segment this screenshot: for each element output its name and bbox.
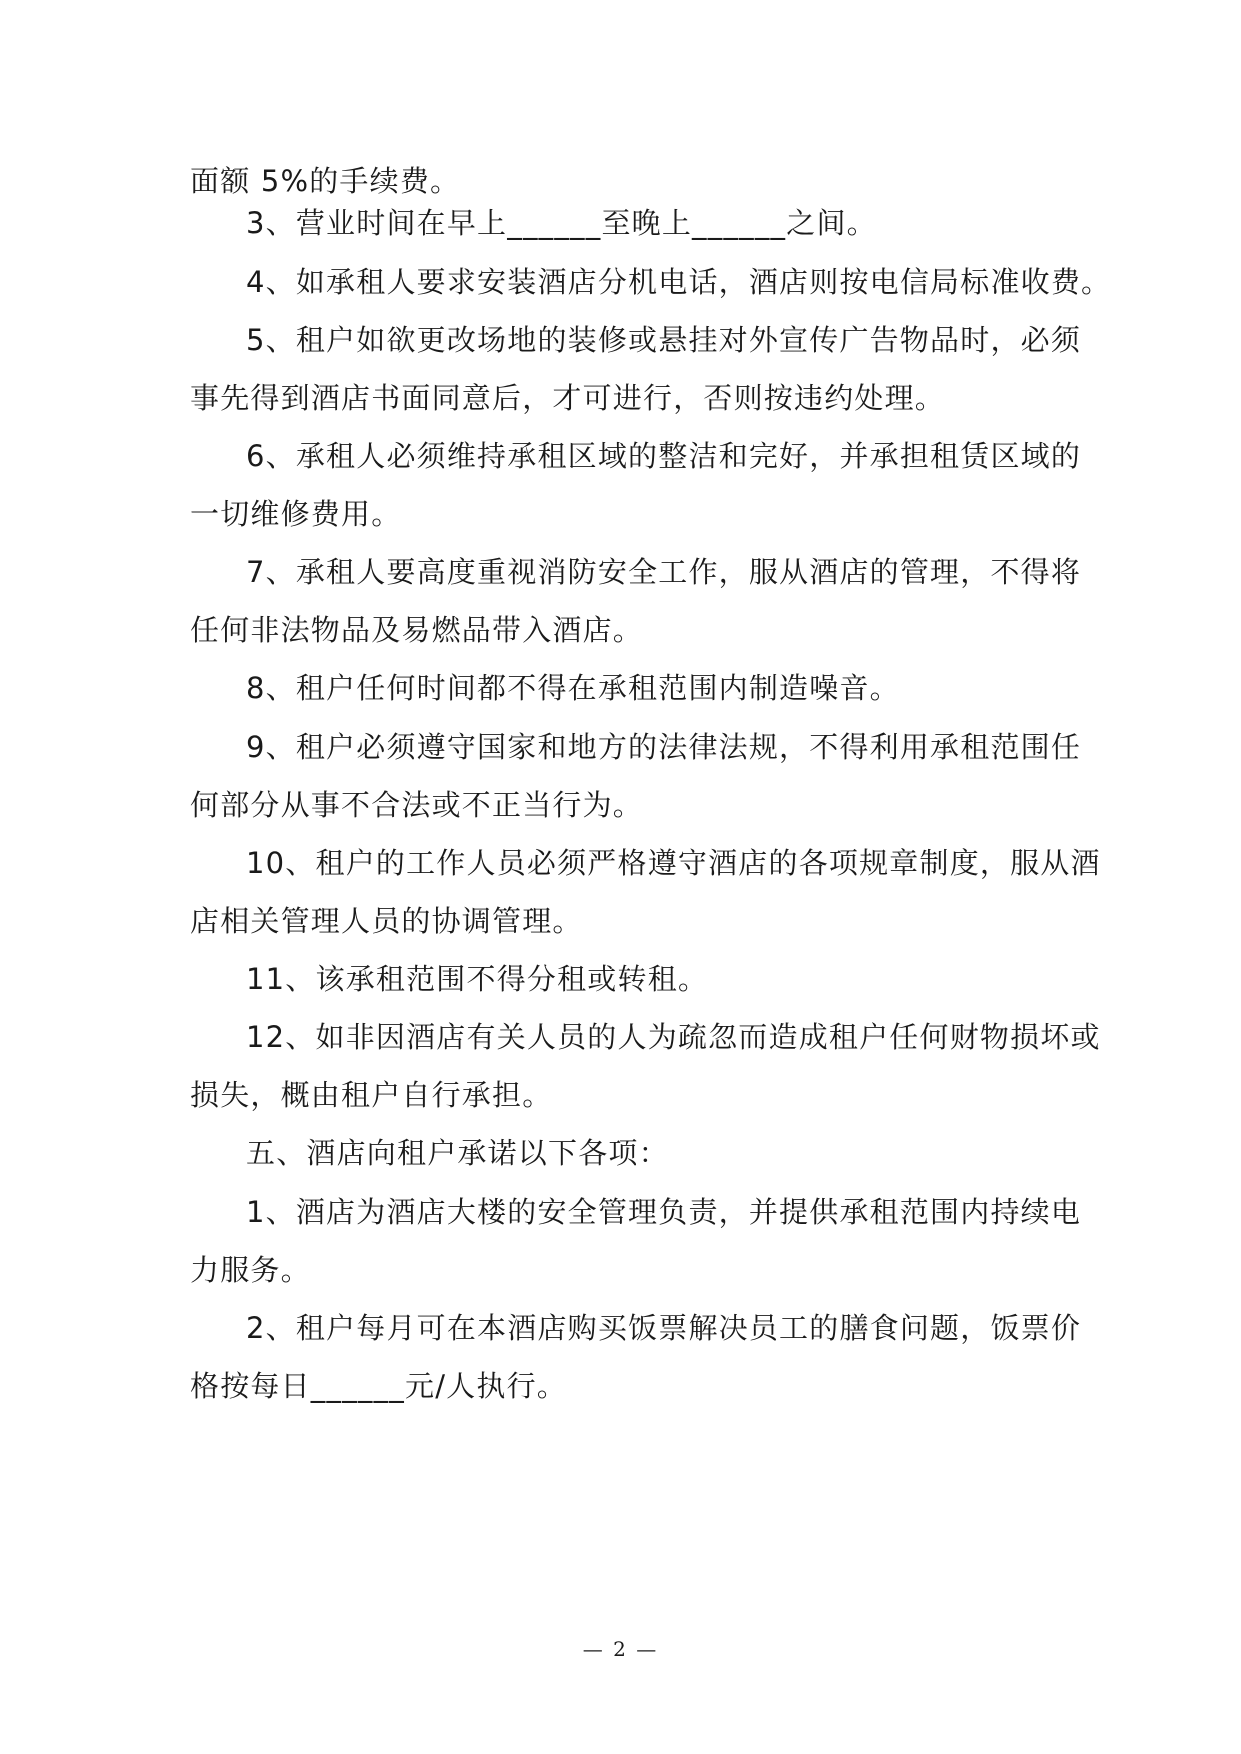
clause-6-text: 6、承租人必须维持承租区域的整洁和完好，并承担租赁区域的 xyxy=(246,439,1082,473)
clause-8-text: 8、租户任何时间都不得在承租范围内制造噪音。 xyxy=(246,671,900,705)
promise-1-text-cont: 力服务。 xyxy=(190,1253,311,1287)
page-number: — 2 — xyxy=(582,1637,659,1661)
clause-6-text-cont: 一切维修费用。 xyxy=(190,497,402,531)
text-line: 面额 5%的手续费。 xyxy=(190,164,461,198)
clause-10-text-cont: 店相关管理人员的协调管理。 xyxy=(190,904,583,938)
clause-7-text: 7、承租人要高度重视消防安全工作，服从酒店的管理，不得将 xyxy=(246,555,1082,589)
clause-9-text: 9、租户必须遵守国家和地方的法律法规，不得利用承租范围任 xyxy=(246,730,1082,764)
clause-4-text: 4、如承租人要求安装酒店分机电话，酒店则按电信局标准收费。 xyxy=(246,265,1112,299)
promise-2-text: 2、租户每月可在本酒店购买饭票解决员工的膳食问题，饭票价 xyxy=(246,1311,1082,1345)
clause-3-text: 3、营业时间在早上______至晚上______之间。 xyxy=(246,206,877,240)
promise-1-text: 1、酒店为酒店大楼的安全管理负责，并提供承租范围内持续电 xyxy=(246,1195,1082,1229)
promise-2-text-cont: 格按每日______元/人执行。 xyxy=(190,1369,567,1403)
clause-10-text: 10、租户的工作人员必须严格遵守酒店的各项规章制度，服从酒 xyxy=(246,846,1101,880)
clause-11-text: 11、该承租范围不得分租或转租。 xyxy=(246,962,709,996)
clause-7-text-cont: 任何非法物品及易燃品带入酒店。 xyxy=(190,613,644,647)
clause-12-text-cont: 损失，概由租户自行承担。 xyxy=(190,1078,553,1112)
clause-5-text: 5、租户如欲更改场地的装修或悬挂对外宣传广告物品时，必须 xyxy=(246,323,1082,357)
clause-12-text: 12、如非因酒店有关人员的人为疏忽而造成租户任何财物损坏或 xyxy=(246,1020,1101,1054)
clause-9-text-cont: 何部分从事不合法或不正当行为。 xyxy=(190,788,644,822)
clause-5-text-cont: 事先得到酒店书面同意后，才可进行，否则按违约处理。 xyxy=(190,381,946,415)
section-5-heading: 五、酒店向租户承诺以下各项： xyxy=(246,1136,669,1170)
